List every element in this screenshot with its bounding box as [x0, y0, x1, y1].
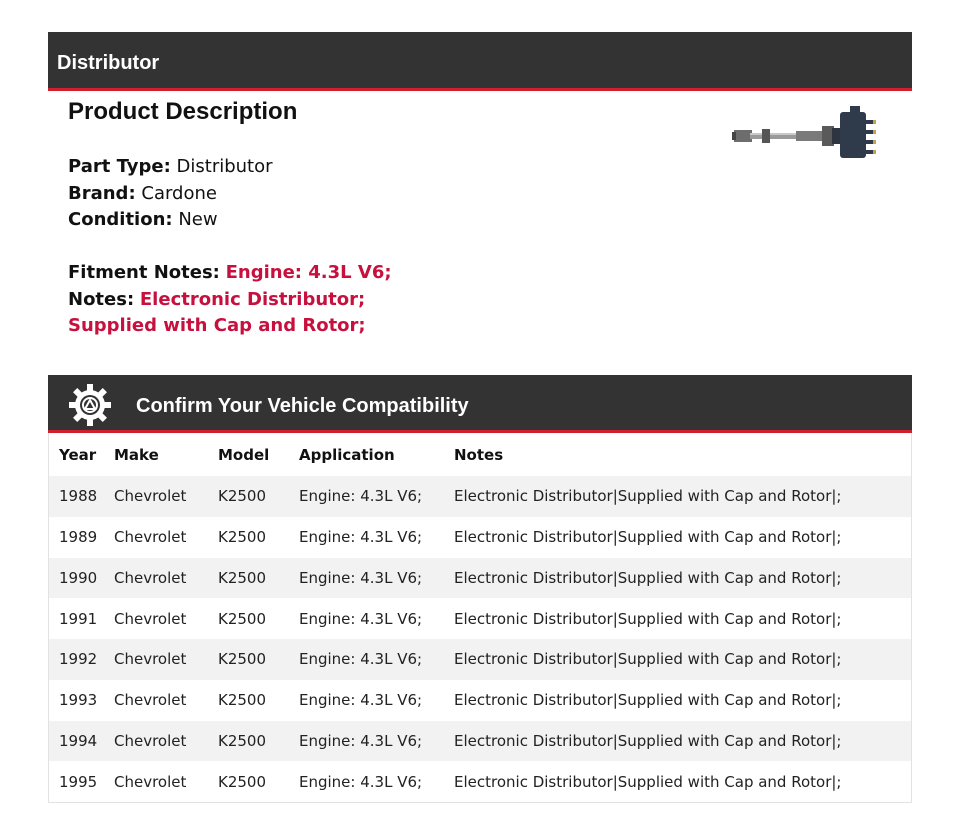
cell-year: 1988	[49, 476, 114, 517]
cell-notes: Electronic Distributor|Supplied with Cap and Rotor|;	[454, 691, 842, 710]
cell-model: K2500	[218, 691, 267, 710]
gear-icon	[68, 383, 112, 427]
cell-model: K2500	[218, 639, 299, 680]
notes-row	[68, 287, 438, 340]
cell-application: Engine: 4.3L V6;	[299, 772, 423, 791]
column-header-application: Application	[299, 445, 395, 464]
product-description	[68, 96, 438, 340]
part-type-row	[68, 154, 438, 181]
condition-row	[68, 207, 438, 234]
brand-value: Cardone	[141, 182, 217, 204]
cell-notes: Electronic Distributor|Supplied with Cap and Rotor|;	[454, 639, 911, 680]
cell-notes: Electronic Distributor|Supplied with Cap and Rotor|;	[454, 528, 842, 547]
cell-year: 1989	[59, 528, 98, 547]
cell-year: 1994	[49, 721, 114, 762]
cell-year: 1992	[49, 639, 114, 680]
cell-model: K2500	[218, 609, 267, 628]
cell-application: Engine: 4.3L V6;	[299, 721, 454, 762]
cell-make: Chevrolet	[114, 476, 218, 517]
table-row	[49, 517, 911, 558]
cell-application: Engine: 4.3L V6;	[299, 558, 454, 599]
cell-notes: Electronic Distributor|Supplied with Cap and Rotor|;	[454, 476, 911, 517]
brand-label: Brand:	[68, 182, 136, 204]
column-header-year: Year	[59, 445, 97, 464]
notes-label: Notes:	[68, 288, 135, 310]
cell-application: Engine: 4.3L V6;	[299, 609, 423, 628]
compatibility-header	[48, 375, 912, 433]
cell-make: Chevrolet	[114, 772, 187, 791]
brand-row	[68, 181, 438, 208]
cell-application: Engine: 4.3L V6;	[299, 691, 423, 710]
cell-application: Engine: 4.3L V6;	[299, 639, 454, 680]
notes-value: Electronic Distributor; Supplied with Cap and Rotor;	[68, 288, 366, 336]
condition-label: Condition:	[68, 209, 173, 230]
cell-make: Chevrolet	[114, 691, 187, 710]
column-header-notes: Notes	[454, 445, 504, 464]
fitment-label: Fitment Notes:	[68, 262, 220, 283]
cell-year: 1995	[59, 772, 98, 791]
cell-year: 1990	[49, 558, 114, 599]
cell-model: K2500	[218, 476, 299, 517]
cell-make: Chevrolet	[114, 639, 218, 680]
table-row	[49, 761, 911, 802]
table-row	[49, 476, 911, 517]
part-type-value: Distributor	[176, 156, 273, 177]
cell-model: K2500	[218, 528, 267, 547]
description-heading: Product Description	[68, 98, 298, 125]
cell-model: K2500	[218, 721, 299, 762]
fitment-value: Engine: 4.3L V6;	[225, 262, 392, 283]
table-row	[49, 558, 911, 599]
section-header-distributor	[48, 32, 912, 91]
cell-year: 1991	[59, 609, 98, 628]
table-row	[49, 721, 911, 762]
cell-make: Chevrolet	[114, 721, 218, 762]
cell-application: Engine: 4.3L V6;	[299, 528, 423, 547]
compatibility-table	[48, 433, 912, 803]
cell-make: Chevrolet	[114, 558, 218, 599]
column-header-model: Model	[218, 445, 270, 464]
part-type-label: Part Type:	[68, 156, 171, 177]
cell-notes: Electronic Distributor|Supplied with Cap and Rotor|;	[454, 772, 842, 791]
cell-application: Engine: 4.3L V6;	[299, 476, 454, 517]
table-header-row	[49, 433, 911, 476]
cell-model: K2500	[218, 558, 299, 599]
cell-notes: Electronic Distributor|Supplied with Cap and Rotor|;	[454, 721, 911, 762]
cell-make: Chevrolet	[114, 609, 187, 628]
table-row	[49, 680, 911, 721]
cell-model: K2500	[218, 772, 267, 791]
fitment-row	[68, 260, 438, 287]
product-image	[726, 100, 910, 162]
section-title: Distributor	[57, 52, 160, 74]
cell-notes: Electronic Distributor|Supplied with Cap and Rotor|;	[454, 609, 842, 628]
compatibility-title: Confirm Your Vehicle Compatibility	[136, 395, 469, 417]
table-row	[49, 639, 911, 680]
cell-make: Chevrolet	[114, 528, 187, 547]
table-row	[49, 598, 911, 639]
condition-value: New	[178, 209, 218, 230]
cell-notes: Electronic Distributor|Supplied with Cap and Rotor|;	[454, 558, 911, 599]
column-header-make: Make	[114, 445, 159, 464]
cell-year: 1993	[59, 691, 98, 710]
